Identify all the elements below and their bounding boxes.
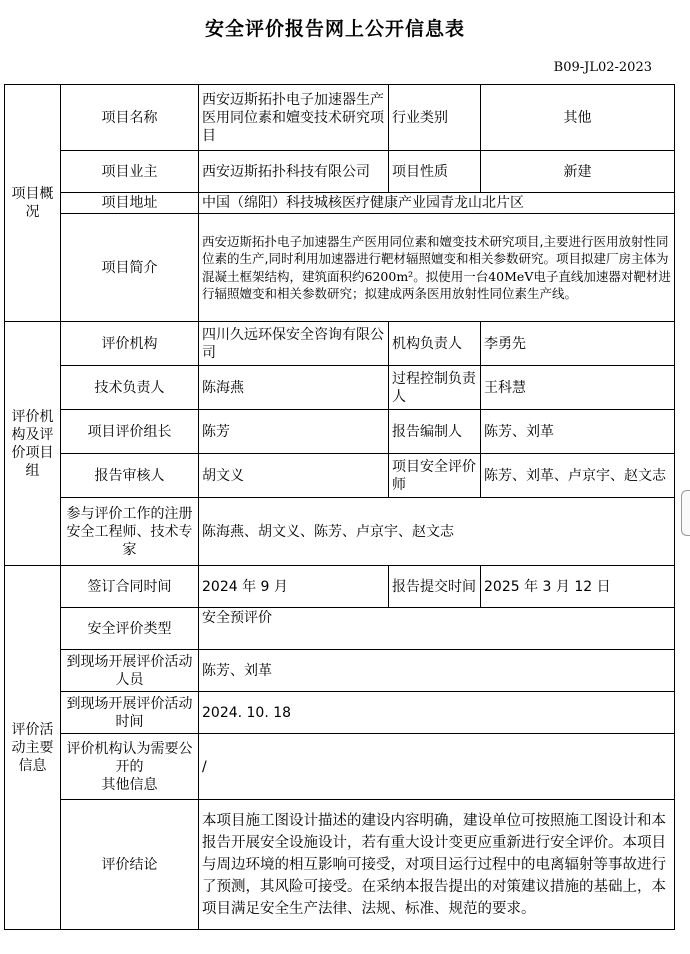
side-scroll-tab[interactable] [681, 490, 690, 536]
info-table [4, 84, 675, 930]
summary-text-3: 电子直线加速器对靶材进行辐照嬗变和相关参数研究；拟建成两条医用放射性同位素生产线。 [202, 268, 671, 301]
project-summary [199, 214, 675, 322]
address: 中国（绵阳）科技城核医疗健康产业园青龙山北片区 [199, 193, 675, 214]
reviewer-label: 报告审核人 [61, 454, 199, 498]
writer-label: 报告编制人 [389, 410, 481, 454]
summary-mev: 40MeV [488, 268, 534, 284]
other-info-label-2: 其他信息 [101, 776, 158, 793]
leader: 陈芳 [199, 410, 389, 454]
participants-label: 参与评价工作的注册安全工程师、技术专家 [61, 498, 199, 566]
project-name: 西安迈斯拓扑电子加速器生产医用同位素和嬗变技术研究项目 [199, 85, 389, 151]
nature: 新建 [481, 151, 675, 193]
submit-date: 2025 年 3 月 12 日 [481, 566, 675, 608]
section-overview: 项目概况 [5, 85, 61, 322]
head-label: 机构负责人 [389, 322, 481, 366]
industry: 其他 [481, 85, 675, 151]
site-staff: 陈芳、刘革 [199, 650, 675, 692]
org-name: 四川久远环保安全咨询有限公司 [199, 322, 389, 366]
submit-label: 报告提交时间 [389, 566, 481, 608]
tech: 陈海燕 [199, 366, 389, 410]
safety-label: 项目安全评价师 [389, 454, 481, 498]
owner-label: 项目业主 [61, 151, 199, 193]
section-org: 评价机构及评价项目组 [5, 322, 61, 566]
contract-date: 2024 年 9 月 [199, 566, 389, 608]
form-code: B09-JL02-2023 [553, 60, 652, 75]
type-label: 安全评价类型 [61, 608, 199, 650]
other-info: / [199, 734, 675, 800]
summary-label: 项目简介 [61, 214, 199, 322]
project-name-label: 项目名称 [61, 85, 199, 151]
nature-label: 项目性质 [389, 151, 481, 193]
leader-label: 项目评价组长 [61, 410, 199, 454]
section-activity: 评价活动主要信息 [5, 566, 61, 930]
conclusion-label: 评价结论 [61, 800, 199, 930]
summary-text-2: 。拟使用一台 [413, 268, 489, 284]
writer: 陈芳、刘革 [481, 410, 675, 454]
page-title: 安全评价报告网上公开信息表 [204, 18, 465, 40]
summary-area: 6200m² [364, 268, 414, 284]
conclusion: 本项目施工图设计描述的建设内容明确，建设单位可按照施工图设计和本报告开展安全设施设计，若有重大设计变更应重新进行安全评价。本项目与周边环境的相互影响可接受，对项目运行过程中的电离辐射等事故进行了预测，其风险可接受。在采纳本报告提出的对策建议措施的基础上，本项目满足安全生产法律、法规、标准、规范的要求。 [199, 800, 675, 930]
participants: 陈海燕、胡文义、陈芳、卢京宇、赵文志 [199, 498, 675, 566]
address-label: 项目地址 [61, 193, 199, 214]
evaluation-type: 安全预评价 [199, 608, 675, 650]
reviewer: 胡文义 [199, 454, 389, 498]
other-info-label [61, 734, 199, 800]
tech-label: 技术负责人 [61, 366, 199, 410]
other-info-label-1: 评价机构认为需要公开的 [66, 740, 193, 775]
process-label: 过程控制负责人 [389, 366, 481, 410]
contract-label: 签订合同时间 [61, 566, 199, 608]
org-label: 评价机构 [61, 322, 199, 366]
summary-text-1: 西安迈斯拓扑电子加速器生产医用同位素和嬗变技术研究项目,主要进行医用放射性同位素的生产,同时利用加速器进行靶材辐照嬗变和相关参数研究。项目拟建厂房主体为混凝土框架结构，建筑面积约 [202, 233, 669, 284]
site-time: 2024. 10. 18 [199, 692, 675, 734]
staff-label: 到现场开展评价活动人员 [61, 650, 199, 692]
process: 王科慧 [481, 366, 675, 410]
head: 李勇先 [481, 322, 675, 366]
time-label: 到现场开展评价活动时间 [61, 692, 199, 734]
safety: 陈芳、刘革、卢京宇、赵文志 [481, 454, 675, 498]
industry-label: 行业类别 [389, 85, 481, 151]
owner: 西安迈斯拓扑科技有限公司 [199, 151, 389, 193]
